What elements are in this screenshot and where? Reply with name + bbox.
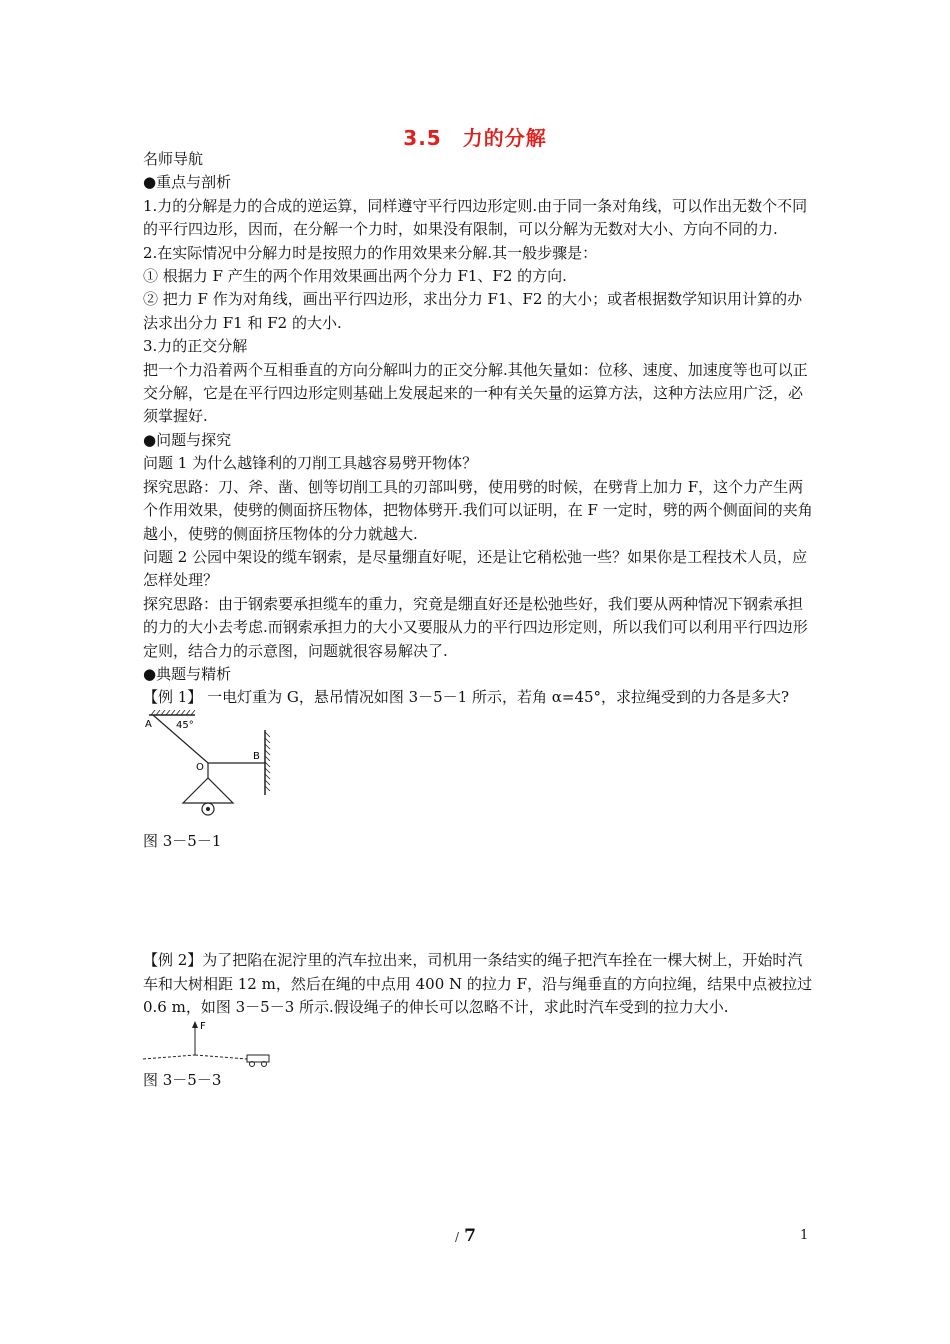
example-1: 【例 1】 一电灯重为 G，悬吊情况如图 3－5－1 所示，若角 α=45°，求拉绳受到的力各是多大? <box>143 688 790 707</box>
section-guide: 名师导航 <box>143 150 204 168</box>
label-b: B <box>253 750 260 762</box>
question-1-answer: 探究思路：刀、斧、凿、刨等切削工具的刃部叫劈，使用劈的时候，在劈背上加力 F，这个力产生两个作用效果，使劈的侧面挤压物体，把物体劈开.我们可以证明，在 F 一定时，劈的两个侧面间的夹角越小，使劈的侧面挤压物体的分力就越大. <box>143 477 813 543</box>
key-points-heading: ●重点与剖析 <box>143 173 232 192</box>
question-2-answer: 探究思路：由于钢索要承担缆车的重力，究竟是绷直好还是松弛些好，我们要从两种情况下钢索承担的力的大小去考虑.而钢索承担力的大小又要服从力的平行四边形定则，所以我们可以利用平行四边形定则，结合力的示意图，问题就很容易解决了. <box>143 594 808 660</box>
page-separator: / <box>455 1230 460 1244</box>
paragraph-3: 把一个力沿着两个互相垂直的方向分解叫力的正交分解.其他矢量如：位移、速度、加速度等也可以正交分解，它是在平行四边形定则基础上发展起来的一种有关矢量的运算方法，这种方法应用广泛，必须掌握好. <box>143 360 808 426</box>
label-f: F <box>200 1021 206 1033</box>
page-title: 3.5 力的分解 <box>403 126 547 150</box>
examples-heading: ●典题与精析 <box>143 664 232 683</box>
figure-1-caption: 图 3－5－1 <box>143 831 222 850</box>
question-1: 问题 1 为什么越锋利的刀削工具越容易劈开物体？ <box>143 454 478 473</box>
total-pages: 7 <box>464 1226 476 1246</box>
page-number: 1 <box>800 1228 809 1243</box>
paragraph-1: 1.力的分解是力的合成的逆运算，同样遵守平行四边形定则.由于同一条对角线，可以作出无数个不同的平行四边形，因而，在分解一个力时，如果没有限制，可以分解为无数对大小、方向不同的力. <box>143 196 808 239</box>
figure-3-5-3 <box>143 1019 813 1069</box>
label-angle: 45° <box>176 719 194 731</box>
label-a: A <box>145 718 152 730</box>
car-rope-diagram <box>143 1019 283 1069</box>
label-o: O <box>196 761 204 773</box>
question-2: 问题 2 公园中架设的缆车钢索，是尽量绷直好呢，还是让它稍松弛一些？如果你是工程技术人员，应怎样处理？ <box>143 547 808 590</box>
paragraph-2: 2.在实际情况中分解力时是按照力的作用效果来分解.其一般步骤是： <box>143 243 598 262</box>
blank-space <box>143 853 813 949</box>
page-count <box>455 1226 476 1246</box>
figure-2-caption: 图 3－5－3 <box>143 1071 222 1090</box>
questions-heading: ●问题与探究 <box>143 430 232 449</box>
paragraph-2-step-1: ① 根据力 F 产生的两个作用效果画出两个分力 F1、F2 的方向. <box>143 267 567 286</box>
lamp-hanging-diagram <box>143 710 283 820</box>
example-2: 【例 2】为了把陷在泥泞里的汽车拉出来，司机用一条结实的绳子把汽车拴在一棵大树上，开始时汽车和大树相距 12 m，然后在绳的中点用 400 N 的拉力 F，沿与绳垂直的方向拉绳，结果中点被拉过 0.6 m，如图 3－5－3 所示.假设绳子的伸长可以忽略不计，求此时汽车受到的拉力大小. <box>143 951 813 1016</box>
paragraph-3-heading: 3.力的正交分解 <box>143 337 248 356</box>
paragraph-2-step-2: ② 把力 F 作为对角线，画出平行四边形，求出分力 F1、F2 的大小；或者根据数学知识用计算的办法求出分力 F1 和 F2 的大小. <box>143 290 803 332</box>
figure-3-5-1 <box>143 710 813 820</box>
document-body <box>143 148 813 1093</box>
